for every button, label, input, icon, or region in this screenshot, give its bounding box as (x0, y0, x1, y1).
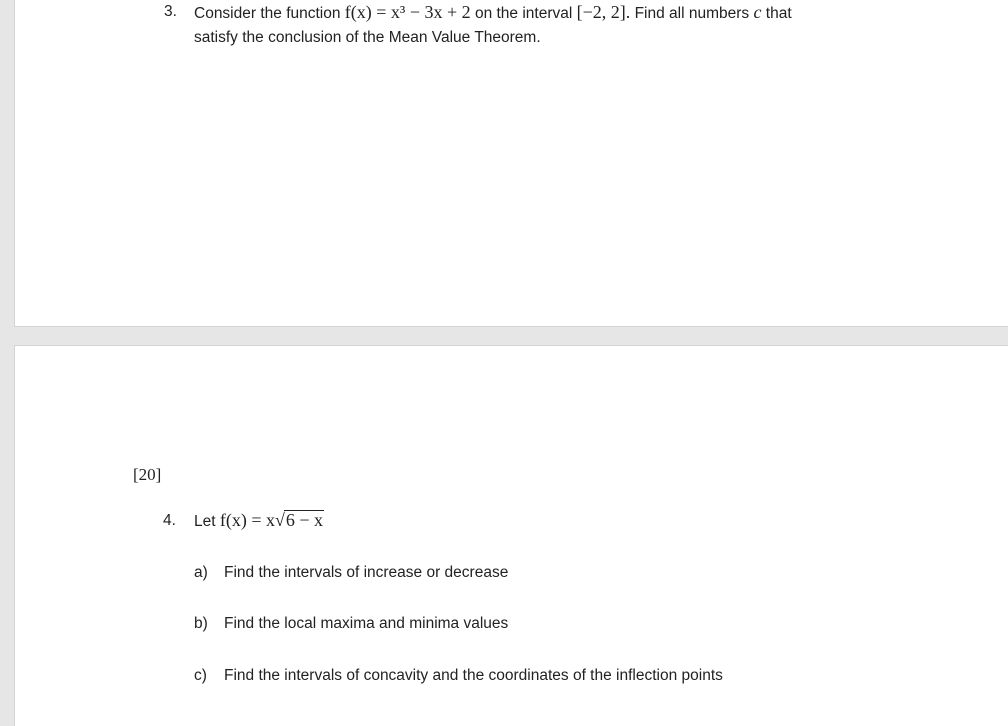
problem-3-line-1 (194, 2, 792, 24)
part-a-label: a) (194, 564, 208, 581)
problem-3-interval: [−2, 2]. (576, 2, 631, 22)
part-c-text: Find the intervals of concavity and the coordinates of the inflection points (224, 667, 723, 684)
problem-3-number: 3. (164, 3, 177, 20)
part-a (194, 563, 508, 583)
problem-3-text-start: Consider the function (194, 5, 341, 22)
part-a-text: Find the intervals of increase or decrease (224, 564, 509, 581)
part-c (194, 666, 723, 686)
part-b-text: Find the local maxima and minima values (224, 615, 509, 632)
problem-4-function-lhs: f(x) = x (219, 510, 276, 530)
score-label: [20] (133, 465, 162, 484)
page-2 (15, 346, 1008, 726)
part-c-label: c) (194, 667, 207, 684)
sqrt-symbol: √ (275, 510, 285, 530)
problem-4-radicand: 6 − x (285, 510, 324, 530)
problem-3-text-that: that (765, 5, 792, 22)
problem-4-let: Let (194, 513, 216, 530)
problem-3-line-2: satisfy the conclusion of the Mean Value Theorem. (194, 29, 541, 46)
problem-3-function-formula: f(x) = x³ − 3x + 2 (344, 2, 471, 22)
problem-3-variable-c: c (753, 2, 762, 22)
part-b (194, 614, 508, 634)
part-b-label: b) (194, 615, 208, 632)
problem-4-statement (194, 510, 324, 532)
problem-3-text-find: Find all numbers (634, 5, 750, 22)
problem-4-number: 4. (163, 512, 176, 529)
problem-3-text-interval: on the interval (474, 5, 573, 22)
page-1 (15, 0, 1008, 326)
